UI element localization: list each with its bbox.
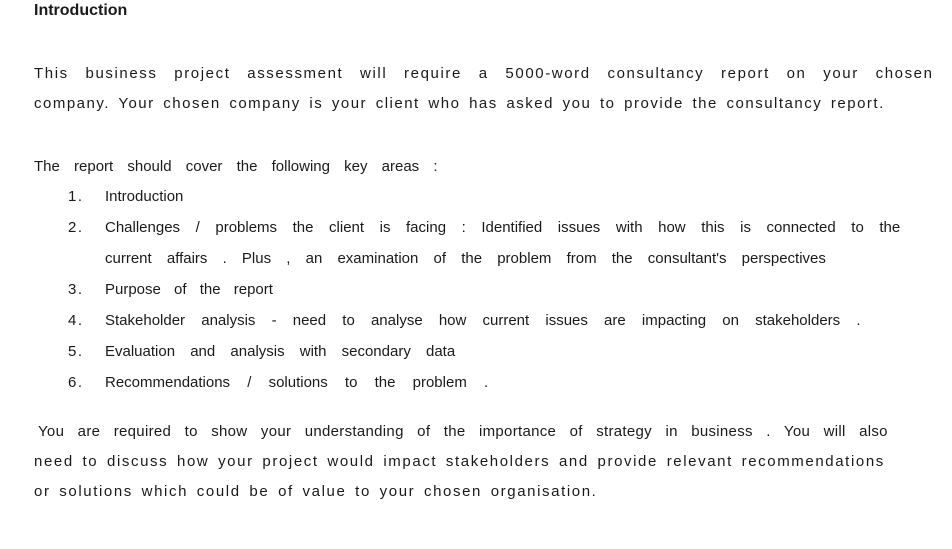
intro-paragraph [34,59,934,119]
list-item-text: Introduction [105,188,184,205]
list-item-number: 2. [68,219,84,236]
closing-paragraph-line-1: You are required to show your understanding of the importance of strategy in business . You will also [38,423,888,440]
list-item-continuation: current affairs . Plus , an examination of the problem from the consultant's perspectives [105,250,826,267]
list-item-text: Purpose of the report [105,281,273,298]
intro-paragraph-line-1: This business project assessment will require a 5000-word consultancy report on your chosen [34,65,934,82]
list-item-number: 6. [68,374,84,391]
closing-paragraph-line-3: or solutions which could be of value to your chosen organisation. [34,483,598,500]
list-item-text: Stakeholder analysis - need to analyse how current issues are impacting on stakeholders . [105,312,861,329]
list-item [68,212,900,274]
list-item-number: 5. [68,343,84,360]
list-item [68,274,900,305]
closing-paragraph-line-2: need to discuss how your project would impact stakeholders and provide relevant recommendations [34,453,885,470]
list-item-number: 4. [68,312,84,329]
list-item-text: Challenges / problems the client is facing : Identified issues with how this is connected to the [105,219,901,236]
list-item [68,305,900,336]
list-item-number: 1. [68,188,84,205]
key-areas-list [68,181,900,398]
list-item-text: Evaluation and analysis with secondary data [105,343,456,360]
list-item [68,367,900,398]
list-item [68,336,900,367]
list-item [68,181,900,212]
list-intro-text: The report should cover the following key areas : [34,158,438,175]
list-item-number: 3. [68,281,84,298]
closing-paragraph [34,417,888,507]
intro-paragraph-line-2: company. Your chosen company is your client who has asked you to provide the consultancy report. [34,95,885,112]
section-heading: Introduction [34,2,128,19]
list-item-text: Recommendations / solutions to the problem . [105,374,489,391]
